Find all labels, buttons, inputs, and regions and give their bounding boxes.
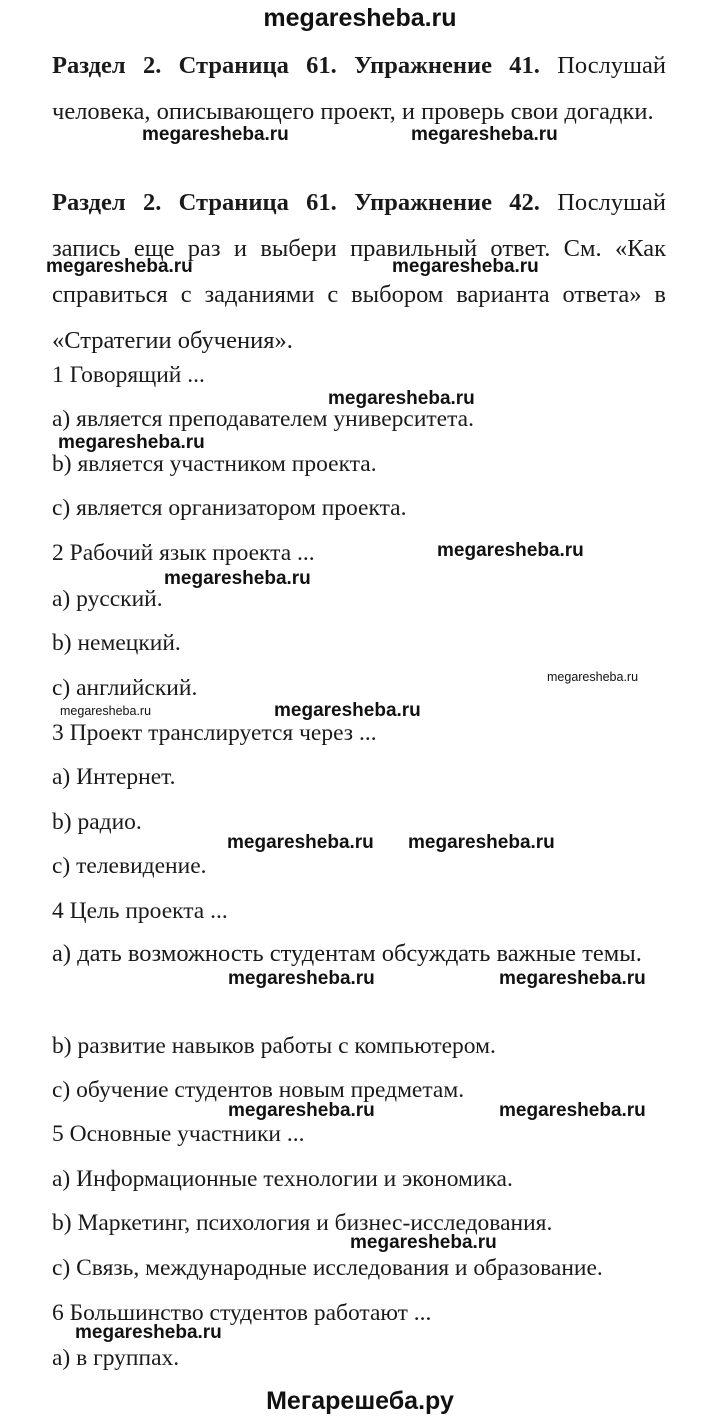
option-line: a) является преподавателем университета. bbox=[52, 406, 474, 432]
option-line: b) радио. bbox=[52, 809, 142, 835]
watermark: megaresheba.ru bbox=[350, 1232, 497, 1253]
question-4: 4 Цель проекта ... bbox=[52, 898, 228, 924]
option-line: b) является участником проекта. bbox=[52, 451, 377, 477]
watermark: megaresheba.ru bbox=[499, 968, 646, 989]
question-1: 1 Говорящий ... bbox=[52, 362, 205, 388]
exercise-41-heading: Раздел 2. Страница 61. Упражнение 41. bbox=[52, 52, 540, 79]
watermark: megaresheba.ru bbox=[274, 700, 421, 721]
watermark: megaresheba.ru bbox=[227, 832, 374, 853]
option-line: a) Информационные технологии и экономика. bbox=[52, 1166, 513, 1192]
site-header: megaresheba.ru bbox=[263, 4, 457, 32]
exercise-42-heading: Раздел 2. Страница 61. Упражнение 42. bbox=[52, 189, 540, 216]
watermark: megaresheba.ru bbox=[58, 432, 205, 453]
watermark: megaresheba.ru bbox=[499, 1100, 646, 1121]
option-line: a) русский. bbox=[52, 586, 163, 612]
watermark: megaresheba.ru bbox=[547, 670, 639, 684]
watermark: megaresheba.ru bbox=[142, 124, 289, 145]
option-line: a) в группах. bbox=[52, 1345, 180, 1371]
site-footer: Мегарешеба.ру bbox=[266, 1387, 454, 1415]
option-line: c) телевидение. bbox=[52, 853, 207, 879]
watermark: megaresheba.ru bbox=[411, 124, 558, 145]
watermark: megaresheba.ru bbox=[164, 568, 311, 589]
watermark: megaresheba.ru bbox=[228, 1100, 375, 1121]
option-line: c) обучение студентов новым предметам. bbox=[52, 1077, 465, 1103]
option-line: c) является организатором проекта. bbox=[52, 495, 407, 521]
question-5: 5 Основные участники ... bbox=[52, 1121, 305, 1147]
option-line: c) Связь, международные исследования и образование. bbox=[52, 1255, 603, 1281]
option-line: b) немецкий. bbox=[52, 630, 181, 656]
watermark: megaresheba.ru bbox=[46, 256, 193, 277]
watermark: megaresheba.ru bbox=[437, 540, 584, 561]
watermark: megaresheba.ru bbox=[228, 968, 375, 989]
option-line: c) английский. bbox=[52, 675, 198, 701]
watermark: megaresheba.ru bbox=[328, 388, 475, 409]
question-3: 3 Проект транслируется через ... bbox=[52, 720, 377, 746]
watermark: megaresheba.ru bbox=[60, 704, 152, 718]
watermark: megaresheba.ru bbox=[75, 1322, 222, 1343]
question-4-option-a: a) дать возможность студентам обсуждать важные темы. bbox=[52, 940, 642, 967]
option-line: b) развитие навыков работы с компьютером. bbox=[52, 1033, 496, 1059]
question-6: 6 Большинство студентов работают ... bbox=[52, 1300, 432, 1326]
question-2: 2 Рабочий язык проекта ... bbox=[52, 540, 315, 566]
exercise-41-text: Послушай человека, описывающего проект, и проверь свои догадки. bbox=[52, 52, 666, 125]
option-line: b) Маркетинг, психология и бизнес-исследования. bbox=[52, 1210, 553, 1236]
exercise-42-text: Послушай запись еще раз и выбери правильный ответ. См. «Как справиться с заданиями с выбором варианта ответа» в «Стратегии обучения». bbox=[52, 189, 666, 354]
watermark: megaresheba.ru bbox=[408, 832, 555, 853]
exercise-41 bbox=[52, 43, 666, 135]
option-line: a) Интернет. bbox=[52, 764, 176, 790]
watermark: megaresheba.ru bbox=[392, 256, 539, 277]
